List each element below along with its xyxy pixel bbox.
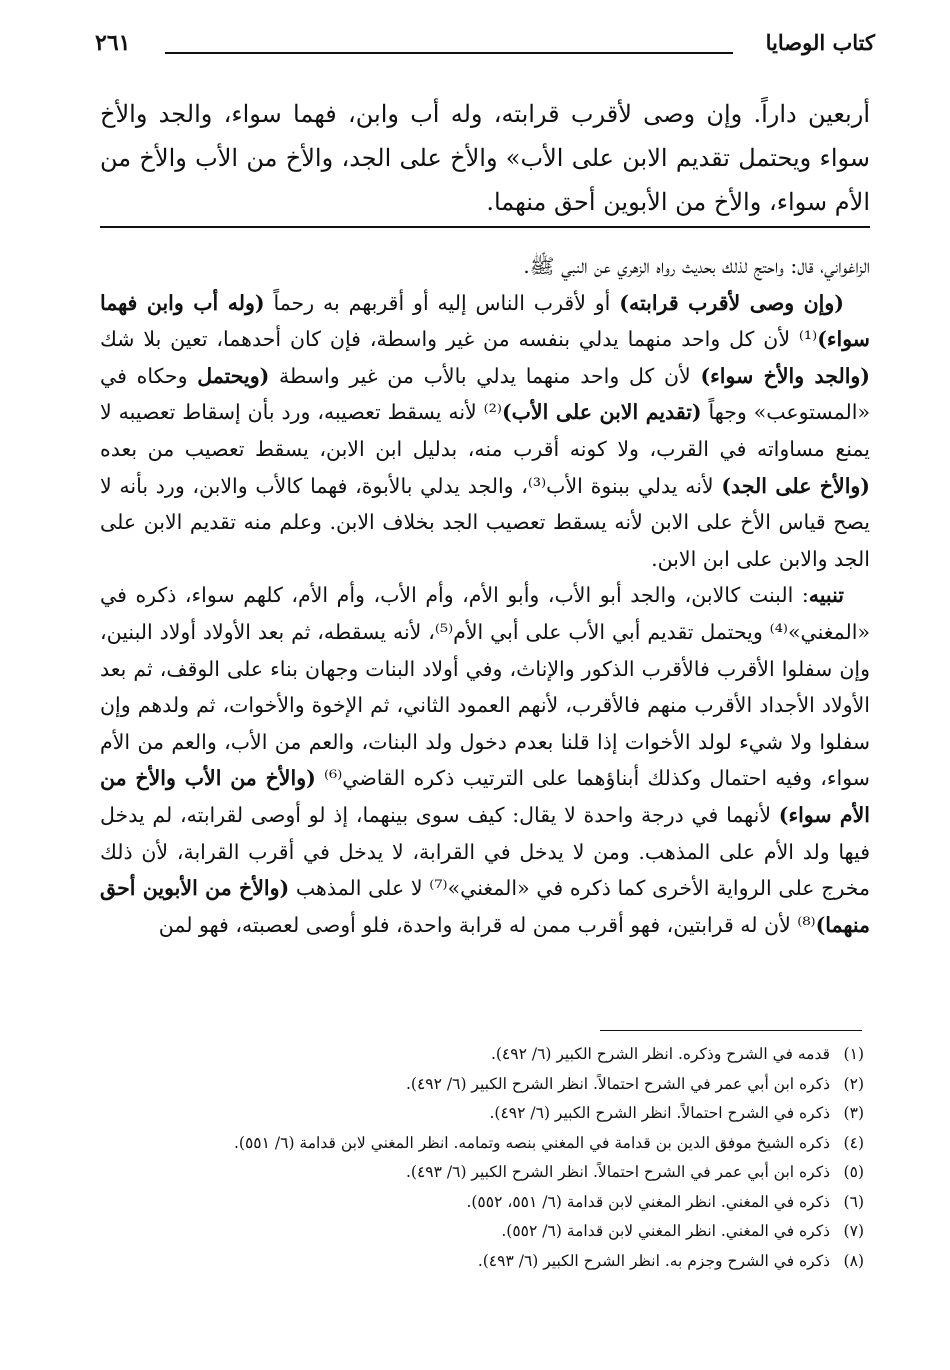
footnote-number: (٤) — [843, 1133, 864, 1152]
footnote-number: (٥) — [843, 1163, 864, 1181]
running-header — [95, 30, 875, 64]
commentary — [100, 248, 870, 943]
bold-phrase: (ويحتمل — [197, 363, 270, 388]
footnote-separator — [600, 1030, 862, 1031]
footnote — [104, 1040, 864, 1070]
bold-phrase: (وله أب وابن فهما سواء) — [100, 290, 870, 352]
commentary-paragraph-1: الزاغواني، قال: واحتج لذلك بحديث رواه الزهري عن النبي ﷺ. — [523, 254, 870, 278]
page-number: ٢٦١ — [95, 30, 131, 56]
footnote-text: ذكره في المغني. انظر المغني لابن قدامة (٦/ ٥٥١، ٥٥٢). — [466, 1192, 830, 1211]
bold-phrase: (تقديم الابن على الأب) — [501, 400, 702, 425]
matn-separator — [100, 226, 870, 228]
footnote-text: قدمه في الشرح وذكره. انظر الشرح الكبير (٦/ ٤٩٢). — [490, 1045, 830, 1063]
book-title: كتاب الوصايا — [765, 30, 875, 55]
footnote — [104, 1129, 864, 1159]
footnote-text: ذكره الشيخ موفق الدين بن قدامة في المغني بنصه وتمامه. انظر المغني لابن قدامة (٦/ ٥٥١). — [234, 1133, 830, 1152]
commentary-paragraph-3: تنبيه: البنت كالابن، والجد أبو الأب، وأبو الأم، وأم الأب، وأم الأم، كلهم سواء، ذكره في «المغني»⁽⁴⁾ ويحتمل تقديم أبي الأب على أبي الأم⁽⁵⁾، لأنه يسقطه، ثم بعد الأولاد أولاد البنين، وإن سفلوا الأقرب فالأقرب الذكور والإناث، وفي أولاد البنات وجهان بناء على الوقف، ثم بعد الأولاد الأجداد الأقرب منهم فالأقرب، لأنهم العمود الثاني، ثم الإخوة والأخوات، ثم ولدهم وإن سفلوا ولا شيء لولد الأخوات إذا قلنا بعدم دخول ولد البنات، والعم من الأب، والعم من الأم سواء، وفيه احتمال وكذلك أبناؤهما على الترتيب ذكره القاضي⁽⁶⁾ (والأخ من الأب والأخ من الأم سواء) لأنهما في درجة واحدة لا يقال: كيف سوى بينهما، إذ لو أوصى لقرابته، لم يدخل فيها ولد الأم على المذهب. ومن لا يدخل في القرابة، لا يدخل في أقرب القرابة، لأن ذلك مخرج على الرواية الأخرى كما ذكره في «المغني»⁽⁷⁾ لا على المذهب (والأخ من الأبوين أحق منهما)⁽⁸⁾ لأن له قرابتين، فهو أقرب ممن له قرابة واحدة، فلو أوصى لعصبته، فهو لمن — [100, 583, 870, 937]
footnote-text: ذكره في الشرح وجزم به. انظر الشرح الكبير (٦/ ٤٩٣). — [477, 1251, 830, 1270]
footnote-number: (٨) — [843, 1251, 864, 1270]
bold-phrase: (والأخ من الأب والأخ من الأم سواء) — [100, 766, 870, 827]
matn-text: أربعين داراً. وإن وصى لأقرب قرابته، وله أب وابن، فهما سواء، والجد والأخ سواء ويحتمل تقديم الابن على الأب» والأخ على الجد، والأخ من الأب والأخ من الأم سواء، والأخ من الأبوين أحق منهما. — [100, 100, 870, 216]
footnote-number: (١) — [843, 1045, 864, 1063]
footnote — [104, 1070, 864, 1100]
footnotes-list — [104, 1040, 864, 1276]
footnote — [104, 1217, 864, 1247]
footnote-number: (٧) — [843, 1222, 864, 1240]
footnote — [104, 1158, 864, 1188]
footnote — [104, 1247, 864, 1277]
footnote-text: ذكره في الشرح احتمالاً. انظر الشرح الكبير (٦/ ٤٩٢). — [489, 1104, 830, 1122]
footnote-number: (٣) — [843, 1104, 864, 1122]
bold-phrase: (والجد والأخ سواء) — [700, 363, 870, 388]
bold-phrase: تنبيه — [808, 583, 844, 608]
bold-phrase: (وإن وصى لأقرب قرابته) — [619, 290, 844, 315]
header-rule — [165, 52, 733, 54]
footnote-number: (٦) — [843, 1192, 864, 1211]
footnote-text: ذكره في المغني. انظر المغني لابن قدامة (٦/ ٥٥٢). — [501, 1222, 830, 1240]
commentary-paragraph-2: (وإن وصى لأقرب قرابته) أو لأقرب الناس إليه أو أقربهم به رحماً (وله أب وابن فهما سواء)⁽¹⁾ لأن كل واحد منهما يدلي بنفسه من غير واسطة، فإن كان أحدهما، تعين بلا شك (والجد والأخ سواء) لأن كل واحد منهما يدلي بالأب من غير واسطة (ويحتمل وحكاه في «المستوعب» وجهاً (تقديم الابن على الأب)⁽²⁾ لأنه يسقط تعصيبه، ورد بأن إسقاط تعصيبه لا يمنع مساواته في القرب، ولا كونه أقرب منه، بدليل ابن الابن، يسقط تعصيب من بعده (والأخ على الجد) لأنه يدلي ببنوة الأب⁽³⁾، والجد يدلي بالأبوة، فهما كالأب والابن، ورد بأنه لا يصح قياس الأخ على الابن لأنه يسقط تعصيب الجد بخلاف الابن. وعلم منه تقديم الابن على الجد والابن على ابن الابن. — [100, 290, 871, 571]
footnote — [104, 1188, 864, 1218]
footnote-text: ذكره ابن أبي عمر في الشرح احتمالاً. انظر الشرح الكبير (٦/ ٤٩٢). — [405, 1074, 830, 1093]
footnote-text: ذكره ابن أبي عمر في الشرح احتمالاً. انظر الشرح الكبير (٦/ ٤٩٣). — [405, 1163, 830, 1181]
bold-phrase: (والأخ من الأبوين أحق منهما) — [100, 876, 870, 937]
bold-phrase: (والأخ على الجد) — [721, 473, 871, 498]
footnote — [104, 1099, 864, 1129]
footnote-number: (٢) — [843, 1074, 864, 1093]
